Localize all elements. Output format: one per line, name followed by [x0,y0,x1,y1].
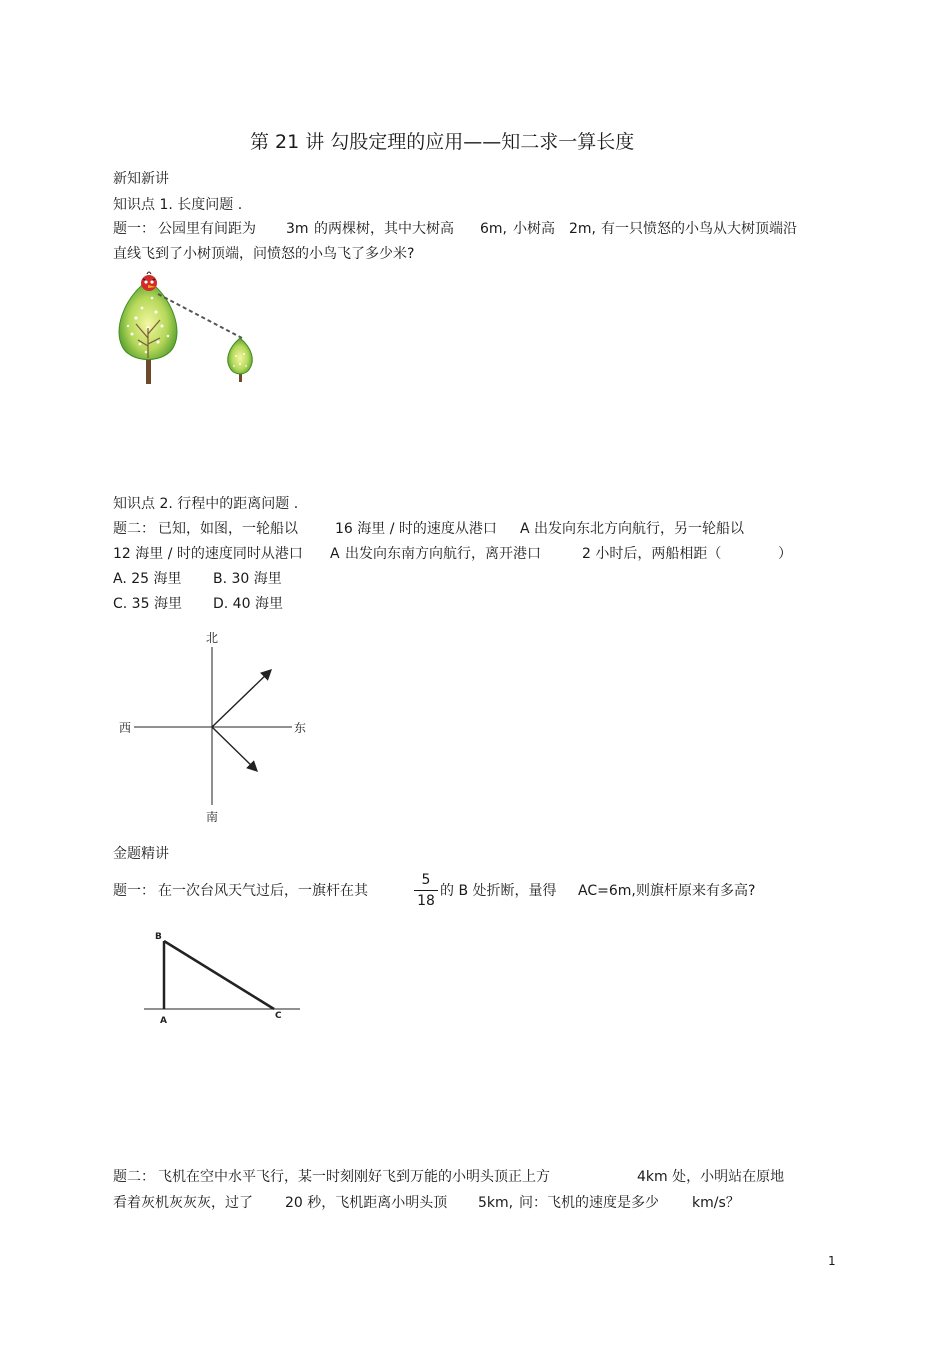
angry-bird-icon [141,272,157,291]
vertex-c-label: C [275,1011,282,1021]
knowledge-point-2: 知识点 2. 行程中的距离问题 . [113,496,299,512]
compass-north-label: 北 [206,631,219,645]
page-number: 1 [828,1254,836,1268]
tree-bird-illustration [112,268,272,388]
section-heading-new-knowledge: 新知新讲 [113,171,169,187]
q3-text: 的 B 处折断，量得 [440,883,557,899]
q1-text: 的两棵树，其中大树高 [314,221,454,237]
q1-text: 有一只愤怒的小鸟从大树顶端沿 [601,221,797,237]
vertex-b-label: B [155,932,162,942]
q2-blank-close: ） [778,546,792,562]
q1-text: 公园里有间距为 [158,221,256,237]
q2-port-label: A [520,521,530,537]
q3-label: 题一： [113,883,155,899]
q3-fraction-denominator: 18 [417,893,435,909]
q3-ac-length: AC=6m, [578,883,636,899]
vertex-a-label: A [160,1016,167,1026]
q1-text: 小树高 [513,221,555,237]
broken-segment-bc [164,941,274,1009]
flagpole-triangle-diagram [140,925,310,1030]
compass-west-label: 西 [119,721,132,735]
knowledge-point-1: 知识点 1. 长度问题 . [113,197,243,213]
q2-text: 2 小时后，两船相距（ [582,546,722,562]
compass-south-label: 南 [206,810,219,824]
q2-speed-2: 12 海里 / 时的速度同时从港口 [113,546,303,562]
compass-diagram [110,625,330,830]
q2-option-b: B. 30 海里 [213,571,282,587]
q2-text: 出发向东南方向航行，离开港口 [345,546,541,562]
q4-text: 问：飞机的速度是多少 [519,1195,659,1211]
compass-east-label: 东 [294,721,307,735]
q1-big-tree-height: 6m, [480,221,507,237]
q4-time: 20 秒，飞机距离小明头顶 [285,1195,448,1211]
q2-text: 出发向东北方向航行，另一轮船以 [534,521,744,537]
section-heading-gold-problems: 金题精讲 [113,846,169,862]
q1-small-tree-height: 2m, [569,221,596,237]
big-tree-icon [119,280,177,384]
q3-fraction-numerator: 5 [421,872,431,888]
q1-label: 题一： [113,221,155,237]
q1-text-line2: 直线飞到了小树顶端，问愤怒的小鸟飞了多少米? [113,246,415,262]
q2-label: 题二： [113,521,155,537]
small-tree-icon [228,338,253,382]
northeast-ship-arrow [212,671,270,727]
q4-height: 4km 处，小明站在原地 [637,1169,785,1185]
q1-distance: 3m [286,221,309,237]
q4-label: 题二： [113,1169,155,1185]
q3-text: 则旗杆原来有多高? [636,883,756,899]
q3-fraction [414,872,438,909]
q2-option-d: D. 40 海里 [213,596,283,612]
q2-option-a: A. 25 海里 [113,571,182,587]
q2-text: 已知，如图，一轮船以 [158,521,298,537]
q2-option-c: C. 35 海里 [113,596,182,612]
q2-port-label: A [330,546,340,562]
q4-unit: km/s？ [692,1195,740,1211]
q3-text: 在一次台风天气过后，一旗杆在其 [158,883,368,899]
page-title: 第 21 讲 勾股定理的应用——知二求一算长度 [250,131,635,153]
q4-distance: 5km, [478,1195,514,1211]
southeast-ship-arrow [212,727,256,770]
q4-text: 飞机在空中水平飞行，某一时刻刚好飞到万能的小明头顶正上方 [158,1169,550,1185]
q4-text: 看着灰机灰灰灰，过了 [113,1195,253,1211]
q2-speed-1: 16 海里 / 时的速度从港口 [335,521,497,537]
